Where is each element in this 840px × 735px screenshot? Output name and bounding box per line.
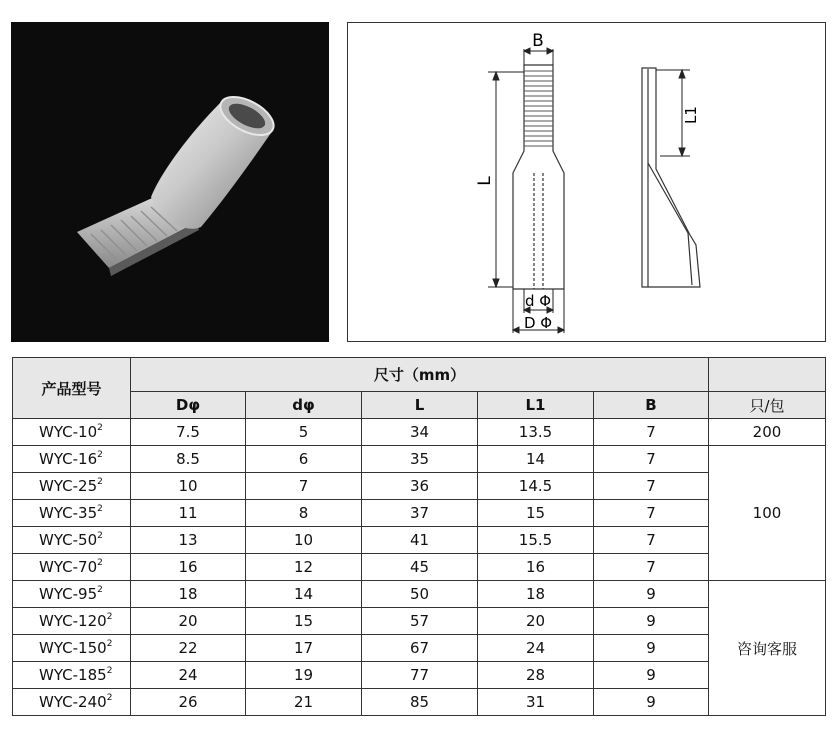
side-view-outline bbox=[642, 68, 700, 287]
model-superscript: 2 bbox=[106, 639, 113, 649]
cell-B: 7 bbox=[594, 446, 709, 473]
model-name: WYC-50 bbox=[39, 531, 98, 549]
cell-L1: 13.5 bbox=[478, 419, 594, 446]
cell-d: 19 bbox=[246, 662, 362, 689]
cell-d: 7 bbox=[246, 473, 362, 500]
cell-L: 50 bbox=[362, 581, 478, 608]
front-view-outline bbox=[513, 65, 564, 289]
model-name: WYC-150 bbox=[39, 639, 107, 657]
table-row bbox=[13, 527, 826, 554]
model-superscript: 2 bbox=[97, 585, 103, 595]
cell-model bbox=[13, 554, 131, 581]
cell-model bbox=[13, 608, 131, 635]
cell-D: 13 bbox=[131, 527, 246, 554]
cell-L: 77 bbox=[362, 662, 478, 689]
model-superscript: 2 bbox=[106, 666, 113, 676]
cell-L1: 15 bbox=[478, 500, 594, 527]
cell-D: 16 bbox=[131, 554, 246, 581]
model-superscript: 2 bbox=[97, 558, 103, 568]
dimension-drawing-graphic bbox=[348, 23, 827, 343]
cell-d: 14 bbox=[246, 581, 362, 608]
model-name: WYC-25 bbox=[39, 477, 98, 495]
cell-B: 7 bbox=[594, 527, 709, 554]
cell-L: 67 bbox=[362, 635, 478, 662]
table-row bbox=[13, 689, 826, 716]
cell-D: 7.5 bbox=[131, 419, 246, 446]
cell-model bbox=[13, 635, 131, 662]
model-name: WYC-70 bbox=[39, 558, 98, 576]
spec-table bbox=[12, 357, 826, 716]
cell-D: 20 bbox=[131, 608, 246, 635]
cell-L: 57 bbox=[362, 608, 478, 635]
cell-D: 8.5 bbox=[131, 446, 246, 473]
cell-d: 21 bbox=[246, 689, 362, 716]
label-L: L bbox=[475, 176, 495, 186]
cell-L1: 24 bbox=[478, 635, 594, 662]
cell-d: 5 bbox=[246, 419, 362, 446]
serration-lines bbox=[524, 71, 553, 146]
model-superscript: 2 bbox=[106, 612, 113, 622]
cell-L1: 20 bbox=[478, 608, 594, 635]
cell-d: 8 bbox=[246, 500, 362, 527]
cell-B: 7 bbox=[594, 473, 709, 500]
cell-D: 26 bbox=[131, 689, 246, 716]
cell-model bbox=[13, 473, 131, 500]
cell-D: 22 bbox=[131, 635, 246, 662]
cell-L: 34 bbox=[362, 419, 478, 446]
label-D-phi: D Φ bbox=[523, 314, 553, 332]
cell-L1: 28 bbox=[478, 662, 594, 689]
model-superscript: 2 bbox=[97, 423, 103, 433]
cell-model bbox=[13, 527, 131, 554]
cell-d: 17 bbox=[246, 635, 362, 662]
cell-L1: 14 bbox=[478, 446, 594, 473]
cell-L1: 31 bbox=[478, 689, 594, 716]
label-B: B bbox=[532, 31, 544, 51]
cell-B: 9 bbox=[594, 581, 709, 608]
model-superscript: 2 bbox=[106, 693, 113, 703]
table-row bbox=[13, 581, 826, 608]
model-name: WYC-16 bbox=[39, 450, 98, 468]
cell-B: 9 bbox=[594, 662, 709, 689]
model-name: WYC-95 bbox=[39, 585, 98, 603]
table-row bbox=[13, 419, 826, 446]
cell-L1: 15.5 bbox=[478, 527, 594, 554]
cell-pack-quantity: 100 bbox=[709, 446, 826, 581]
table-row bbox=[13, 473, 826, 500]
col-header-B: B bbox=[594, 392, 709, 419]
table-row bbox=[13, 500, 826, 527]
cell-B: 9 bbox=[594, 689, 709, 716]
model-name: WYC-240 bbox=[39, 693, 107, 711]
col-header-d-phi: dφ bbox=[246, 392, 362, 419]
cell-model bbox=[13, 446, 131, 473]
table-row bbox=[13, 608, 826, 635]
model-name: WYC-10 bbox=[39, 423, 98, 441]
cell-L: 41 bbox=[362, 527, 478, 554]
table-row bbox=[13, 446, 826, 473]
dimension-drawing bbox=[347, 22, 826, 342]
header-blank bbox=[709, 358, 826, 392]
cell-L: 37 bbox=[362, 500, 478, 527]
cell-L1: 18 bbox=[478, 581, 594, 608]
cell-B: 9 bbox=[594, 635, 709, 662]
table-row bbox=[13, 554, 826, 581]
table-row bbox=[13, 662, 826, 689]
cable-lug-photo-graphic bbox=[11, 22, 329, 342]
cell-model bbox=[13, 689, 131, 716]
cell-L: 85 bbox=[362, 689, 478, 716]
header-model: 产品型号 bbox=[13, 358, 131, 419]
label-d-phi: d Φ bbox=[524, 292, 552, 310]
cell-model bbox=[13, 662, 131, 689]
cell-d: 15 bbox=[246, 608, 362, 635]
col-header-L: L bbox=[362, 392, 478, 419]
col-header-L1: L1 bbox=[478, 392, 594, 419]
cell-pack-quantity: 200 bbox=[709, 419, 826, 446]
cell-L: 36 bbox=[362, 473, 478, 500]
cell-model bbox=[13, 500, 131, 527]
col-header-pack: 只/包 bbox=[709, 392, 826, 419]
cell-B: 7 bbox=[594, 500, 709, 527]
model-superscript: 2 bbox=[97, 504, 103, 514]
model-name: WYC-35 bbox=[39, 504, 98, 522]
cell-B: 9 bbox=[594, 608, 709, 635]
cell-L: 35 bbox=[362, 446, 478, 473]
cell-model bbox=[13, 581, 131, 608]
product-photo bbox=[11, 22, 329, 342]
cell-B: 7 bbox=[594, 419, 709, 446]
cell-pack-quantity: 咨询客服 bbox=[709, 581, 826, 716]
header-dimensions: 尺寸（mm） bbox=[131, 358, 709, 392]
cell-d: 10 bbox=[246, 527, 362, 554]
cell-D: 11 bbox=[131, 500, 246, 527]
cell-model bbox=[13, 419, 131, 446]
label-L1: L1 bbox=[682, 106, 700, 124]
cell-D: 18 bbox=[131, 581, 246, 608]
cell-B: 7 bbox=[594, 554, 709, 581]
table-row bbox=[13, 635, 826, 662]
model-name: WYC-120 bbox=[39, 612, 107, 630]
cell-d: 6 bbox=[246, 446, 362, 473]
cell-L1: 16 bbox=[478, 554, 594, 581]
cell-D: 24 bbox=[131, 662, 246, 689]
model-name: WYC-185 bbox=[39, 666, 107, 684]
model-superscript: 2 bbox=[97, 531, 103, 541]
cell-L: 45 bbox=[362, 554, 478, 581]
cell-d: 12 bbox=[246, 554, 362, 581]
cell-D: 10 bbox=[131, 473, 246, 500]
model-superscript: 2 bbox=[97, 450, 103, 460]
cell-L1: 14.5 bbox=[478, 473, 594, 500]
model-superscript: 2 bbox=[97, 477, 103, 487]
col-header-D-phi: Dφ bbox=[131, 392, 246, 419]
